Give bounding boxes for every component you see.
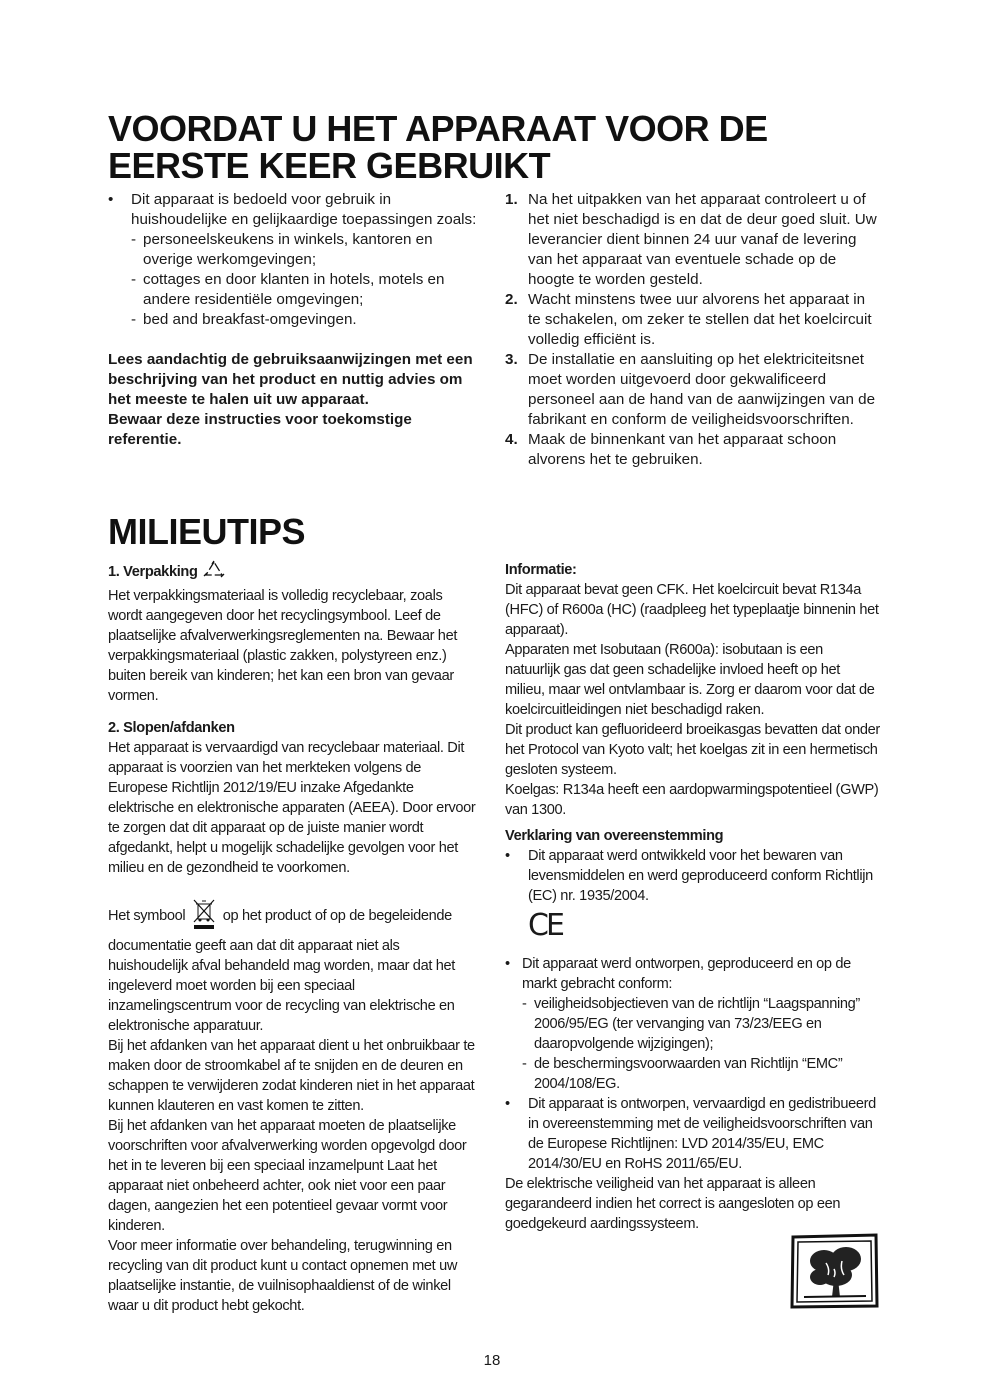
list-item: • Dit apparaat is ontworpen, vervaardigd en gedistribueerd in overeenstemming met de veiligheidsvoorschriften van de Europese Richtlijnen: LVD 2014/35/EU, EMC 2014/30/EU en RoHS 2011/65/EU.: [505, 1094, 880, 1174]
section-title-before-first-use: [108, 110, 908, 184]
section-title-milieutips: MILIEUTIPS: [108, 511, 306, 552]
read-instructions-note: Lees aandachtig de gebruiksaanwijzingen met een beschrijving van het product en nuttig advies om het meeste te halen uit uw apparaat.: [108, 351, 473, 408]
info-text: Dit apparaat bevat geen CFK. Het koelcircuit bevat R134a (HFC) of R600a (HC) (raadpleeg het typeplaatje binnenin het apparaat).: [505, 582, 879, 638]
environment-right-column: [505, 560, 880, 1234]
dash-item: - bed and breakfast-omgevingen.: [131, 310, 480, 330]
list-item: 3. De installatie en aansluiting op het elektriciteitsnet moet worden uitgevoerd door gekwalificeerd personeel aan de hand van de aanwijzingen van de fabrikant en conform de veiligheidsvoorschriften.: [505, 351, 876, 428]
item-number: 3.: [505, 351, 518, 368]
list-item: • Dit apparaat werd ontwikkeld voor het bewaren van levensmiddelen en werd geproduceerd conform Richtlijn (EC) nr. 1935/2004.: [505, 846, 880, 906]
item-number: 4.: [505, 431, 518, 448]
packaging-heading: 1. Verpakking: [108, 560, 480, 586]
title-line-1: VOORDAT U HET APPARAAT VOOR DE: [108, 108, 768, 149]
environment-left-column: [108, 560, 480, 1316]
packaging-text: Het verpakkingsmateriaal is volledig recyclebaar, zoals wordt aangegeven door het recyclingsymbool. Leef de plaatselijke afvalverwerkingsreglementen na. Bewaar het verpakkingsmateriaal (plastic zakken, polystyreen enz.) buiten bereik van kinderen; het kan een bron van gevaar vormen.: [108, 588, 458, 704]
dash-item: - personeelskeukens in winkels, kantoren en overige werkomgevingen;: [131, 230, 480, 270]
environment-tree-icon: [790, 1233, 880, 1309]
list-item: 4. Maak de binnenkant van het apparaat schoon alvorens het te gebruiken.: [505, 431, 837, 468]
isobutane-text: Apparaten met Isobutaan (R600a): isobutaan is een natuurlijk gas dat geen schadelijke invloed heeft op het milieu, maar wel ontvlambaar is. Zorg er daarom voor dat de koelcircuitleidingen niet beschadigd raken.: [505, 642, 875, 718]
conformity-heading: Verklaring van overeenstemming: [505, 828, 724, 844]
cut-cable-text: Bij het afdanken van het apparaat dient u het onbruikbaar te maken door de stroomkabel af te snijden en de deuren en schappen te verwijderen zodat kinderen niet in het apparaat kunnen klauteren en vast komen te zitten.: [108, 1038, 475, 1114]
refrigerant-gwp-text: Koelgas: R134a heeft een aardopwarmingspotentieel (GWP) van 1300.: [505, 782, 879, 818]
item-number: 1.: [505, 191, 518, 208]
title-line-2: EERSTE KEER GEBRUIKT: [108, 145, 551, 186]
fluorinated-gas-text: Dit product kan gefluorideerd broeikasgas bevatten dat onder het Protocol van Kyoto valt; het koelgas zit in een hermetisch gesloten systeem.: [505, 722, 880, 778]
electrical-safety-text: De elektrische veiligheid van het apparaat is alleen gegarandeerd indien het correct is aangesloten op een goedgekeurd aardingssysteem.: [505, 1176, 841, 1232]
first-use-steps: [505, 190, 880, 470]
local-rules-text: Bij het afdanken van het apparaat moeten de plaatselijke voorschriften voor afvalverwerking worden opgevolgd door het in te leveren bij een speciaal inzamelpunt Laat het apparaat niet onbeheerd achter, ook niet voor een paar dagen, aangezien het een potentieel gevaar vormt voor kinderen.: [108, 1118, 467, 1234]
crossed-bin-icon: [189, 898, 219, 936]
item-number: 2.: [505, 291, 518, 308]
more-info-text: Voor meer informatie over behandeling, terugwinning en recycling van dit product kunt u contact opnemen met uw plaatselijke instantie, de vuilnisophaaldienst of de winkel waar u dit product hebt gekocht.: [108, 1238, 458, 1314]
intended-use-bullet: • Dit apparaat is bedoeld voor gebruik in huishoudelijke en gelijkaardige toepassingen zoals: - personeelskeukens in winkels, kantoren en overige werkomgevingen; - cottages en door klanten in hotels, motels en andere residentiële omgevingen; - bed and breakfast-omgevingen.: [108, 190, 480, 330]
intended-use-block: [108, 190, 480, 450]
keep-instructions-note: Bewaar deze instructies voor toekomstige referentie.: [108, 411, 412, 448]
dash-item: - cottages en door klanten in hotels, motels en andere residentiële omgevingen;: [131, 270, 480, 310]
recycling-icon: [201, 560, 227, 586]
list-item: • Dit apparaat werd ontworpen, geproduceerd en op de markt gebracht conform: - veiligheidsobjectieven van de richtlijn “Laagspanning” 2006/95/EG (ter vervanging van 73/23/EEG en daaropvolgende wijzigingen); - de beschermingsvoorwaarden van Richtlijn “EMC” 2004/108/EG.: [505, 954, 880, 1094]
ce-mark-icon: CE: [528, 908, 562, 943]
page-number: 18: [483, 1352, 501, 1369]
weee-symbol-text: Het symbool op het product of op de begeleidende documentatie geeft aan dat dit apparaat niet als huishoudelijk afval behandeld mag worden, maar dat het ingeleverd moet worden bij een speciaal inzamelingscentrum voor de recycling van elektrische en elektronische apparatuur.: [108, 898, 480, 1036]
dash-item: - de beschermingsvoorwaarden van Richtlijn “EMC” 2004/108/EG.: [522, 1054, 880, 1094]
info-heading: Informatie:: [505, 562, 577, 578]
list-item: 2. Wacht minstens twee uur alvorens het apparaat in te schakelen, om zeker te stellen dat het koelcircuit volledig efficiënt is.: [505, 291, 872, 348]
disposal-heading: 2. Slopen/afdanken: [108, 720, 235, 736]
dash-item: - veiligheidsobjectieven van de richtlijn “Laagspanning” 2006/95/EG (ter vervanging van 73/23/EEG en daaropvolgende wijzigingen);: [522, 994, 880, 1054]
disposal-text: Het apparaat is vervaardigd van recyclebaar materiaal. Dit apparaat is voorzien van het merkteken volgens de Europese Richtlijn 2012/19/EU inzake Afgedankte elektrische en elektronische apparaten (AEEA). Door ervoor te zorgen dat dit apparaat op de juiste manier wordt afgedankt, helpt u mogelijk schadelijke gevolgen voor het milieu en de gezondheid te voorkomen.: [108, 740, 476, 876]
list-item: 1. Na het uitpakken van het apparaat controleert u of het niet beschadigd is en dat de deur goed sluit. Uw leverancier dient binnen 24 uur vanaf de levering van het apparaat van eventuele schade op de hoogte te worden gesteld.: [505, 191, 877, 288]
